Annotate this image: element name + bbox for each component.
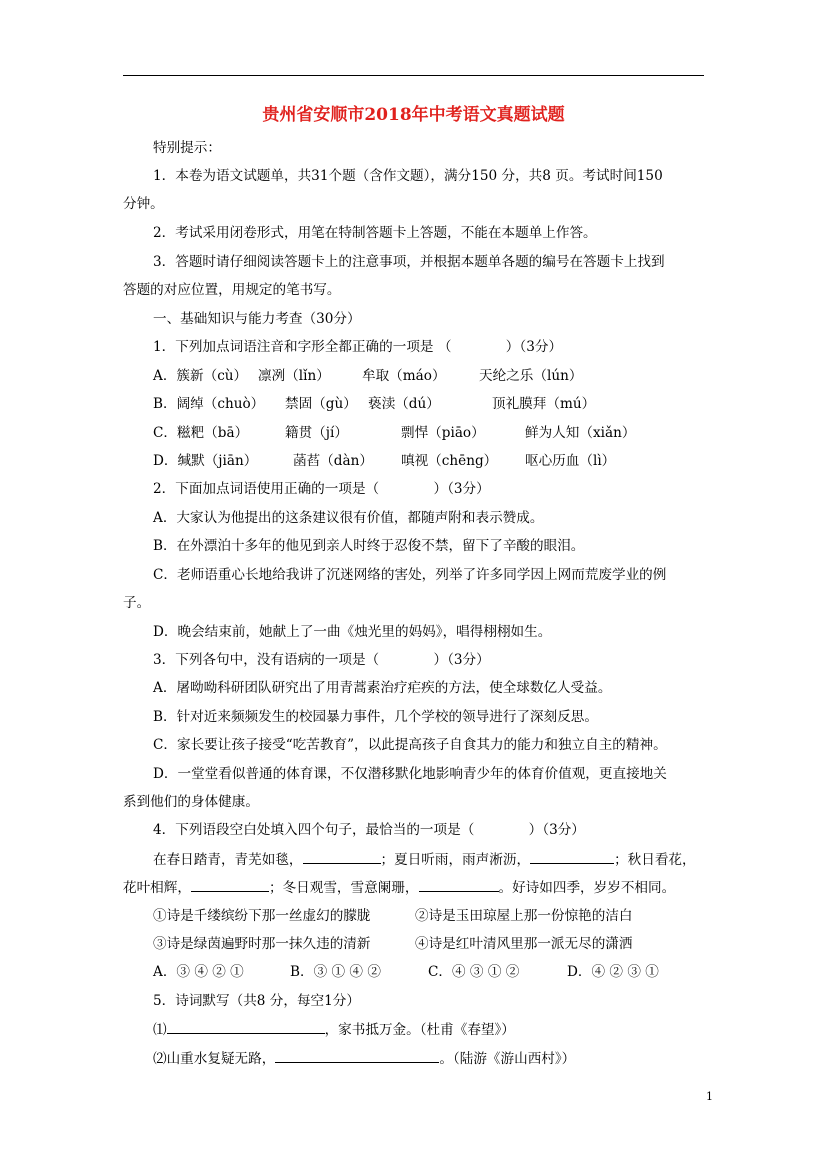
q1-option-d: [153, 451, 615, 471]
q3-option-d: D．一堂堂看似普通的体育课，不仅潜移默化地影响青少年的体育价值观，更直接地关: [153, 766, 667, 782]
q1-option-b: [153, 394, 595, 414]
option-part: 菡萏（dàn）: [293, 453, 373, 469]
q4-stem: 4．下列语段空白处填入四个句子，最恰当的一项是（ ）（3分）: [153, 822, 585, 838]
option-part: D．缄默（jiān）: [153, 453, 258, 469]
option-part: A．簇新（cù）: [153, 368, 248, 384]
option-part: 嗔视（chēng）: [401, 453, 498, 469]
sentence: ③诗是绿茵遍野时那一抹久违的清新: [153, 936, 371, 952]
q4-choices: [153, 962, 659, 982]
page-title: 贵州省安顺市2018年中考语文真题试题: [262, 105, 565, 125]
option-part: 呕心历血（lì）: [525, 453, 616, 469]
fill-blank: [419, 877, 499, 892]
q3-option-b: B．针对近来频频发生的校园暴力事件，几个学校的领导进行了深刻反思。: [153, 709, 598, 725]
option-part: 亵渎（dú）: [368, 396, 440, 412]
q5-item-2: [153, 1048, 575, 1069]
choice: B．③ ① ④ ②: [290, 964, 381, 980]
q2-option-a: A．大家认为他提出的这条建议很有价值，都随声附和表示赞成。: [153, 510, 544, 526]
option-part: 顶礼膜拜（mú）: [492, 396, 596, 412]
q2-option-c-cont: 子。: [123, 595, 151, 611]
q2-option-c: C．老师语重心长地给我讲了沉迷网络的害处，列举了许多同学因上网而荒废学业的例: [153, 567, 667, 583]
option-part: 鲜为人知（xiǎn）: [525, 425, 636, 441]
item-text: ，家书抵万金。（杜甫《春望》）: [324, 1022, 515, 1038]
option-part: 禁固（gù）: [285, 396, 357, 412]
sentence: ②诗是玉田琼屋上那一份惊艳的洁白: [415, 908, 633, 924]
option-part: C．糍粑（bā）: [153, 425, 249, 441]
header-rule: [123, 75, 704, 76]
page-number: 1: [706, 1090, 713, 1103]
item-number: ⑴: [153, 1022, 167, 1038]
q3-option-d-cont: 系到他们的身体健康。: [123, 794, 259, 810]
q1-option-c: [153, 423, 635, 443]
passage-text: ；冬日观雪，雪意阑珊，: [268, 880, 419, 896]
passage-text: ；夏日听雨，雨声淅沥，: [380, 852, 531, 868]
q2-stem: 2．下面加点词语使用正确的一项是（ ）（3分）: [153, 481, 490, 497]
option-part: 凛冽（lǐn）: [258, 368, 330, 384]
q4-passage-line2: [123, 877, 675, 898]
section-heading: 一、基础知识与能力考查（30分）: [153, 311, 361, 327]
item-text: ⑵山重水复疑无路，: [153, 1051, 276, 1067]
sentence: ①诗是千缕缤纷下那一丝虚幻的朦胧: [153, 908, 371, 924]
q4-passage-line1: [153, 849, 696, 870]
tip-1: 1．本卷为语文试题单，共31个题（含作文题），满分150 分，共8 页。考试时间150: [153, 168, 663, 184]
q5-item-1: [153, 1019, 515, 1040]
option-part: B．阔绰（chuò）: [153, 396, 265, 412]
passage-text: 花叶相辉，: [123, 880, 191, 896]
option-part: 天纶之乐（lún）: [479, 368, 583, 384]
tip-3: 3．答题时请仔细阅读答题卡上的注意事项，并根据本题单各题的编号在答题卡上找到: [153, 254, 665, 270]
fill-blank: [167, 1019, 325, 1034]
q4-sentences-row1: [153, 906, 633, 926]
q1-option-a: [153, 366, 582, 386]
tip-1-cont: 分钟。: [123, 196, 164, 212]
q2-option-d: D．晚会结束前，她献上了一曲《烛光里的妈妈》，唱得栩栩如生。: [153, 624, 552, 640]
q5-stem: 5．诗词默写（共8 分，每空1分）: [153, 993, 360, 1009]
passage-text: 在春日踏青，青芜如毯，: [153, 852, 303, 868]
q3-stem: 3．下列各句中，没有语病的一项是（ ）（3分）: [153, 652, 490, 668]
fill-blank: [303, 849, 381, 864]
option-part: 剽悍（piāo）: [401, 425, 485, 441]
choice: D．④ ② ③ ①: [567, 964, 659, 980]
q3-option-a: A．屠呦呦科研团队研究出了用青蒿素治疗疟疾的方法，使全球数亿人受益。: [153, 680, 612, 696]
fill-blank: [530, 849, 614, 864]
q1-stem: 1．下列加点词语注音和字形全都正确的一项是 （ ）（3分）: [153, 339, 563, 355]
q4-sentences-row2: [153, 934, 633, 954]
tip-3-cont: 答题的对应位置，用规定的笔书写。: [123, 282, 341, 298]
q2-option-b: B．在外漂泊十多年的他见到亲人时终于忍俊不禁，留下了辛酸的眼泪。: [153, 538, 585, 554]
fill-blank: [191, 877, 269, 892]
choice: A．③ ④ ② ①: [153, 964, 244, 980]
q3-option-c: C．家长要让孩子接受“吃苦教育”，以此提高孩子自食其力的能力和独立自主的精神。: [153, 737, 667, 753]
tips-heading: 特别提示：: [153, 140, 221, 156]
sentence: ④诗是红叶清风里那一派无尽的潇洒: [415, 936, 633, 952]
option-part: 籍贯（jí）: [285, 425, 348, 441]
tip-2: 2．考试采用闭卷形式，用笔在特制答题卡上答题，不能在本题单上作答。: [153, 225, 597, 241]
passage-text: ；秋日看花，: [614, 852, 696, 868]
fill-blank: [275, 1048, 439, 1063]
passage-text: 。好诗如四季，岁岁不相同。: [498, 880, 676, 896]
choice: C．④ ③ ① ②: [428, 964, 520, 980]
option-part: 牟取（máo）: [362, 368, 446, 384]
item-text: 。（陆游《游山西村》）: [439, 1051, 576, 1067]
